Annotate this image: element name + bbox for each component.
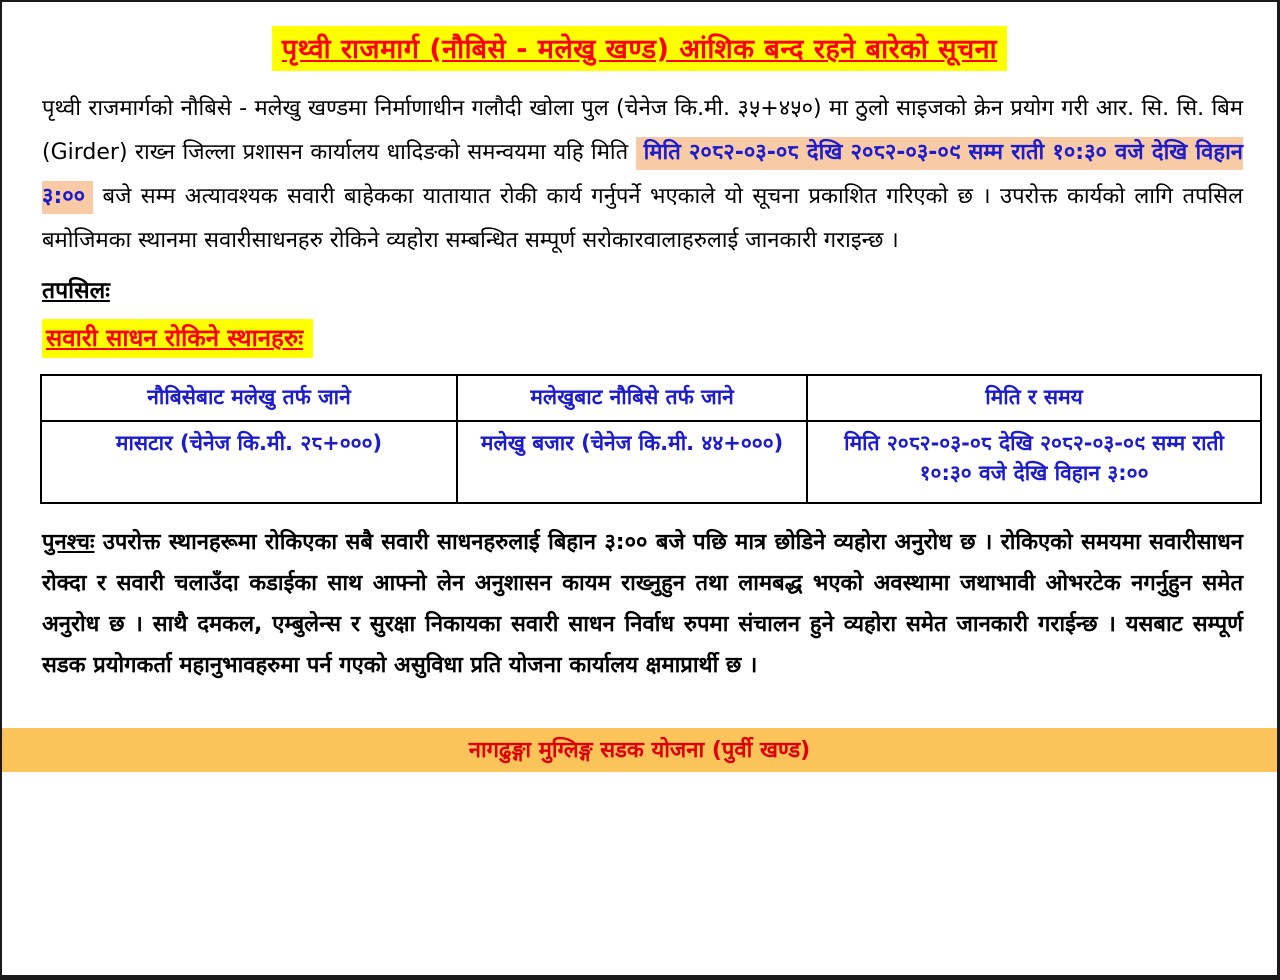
intro-text-before-dates: पृथ्वी राजमार्गको नौबिसे - मलेखु खण्डमा निर्माणाधीन गलौदी खोला पुल (चेनेज कि.मी. ३५+४५०) मा ठुलो साइजको क्रेन प्रयोग गरी आर. सि. सि. बिम (Girder) राख्न जिल्ला प्रशासन कार्यालय धादिङको समन्वयमा यहि मिति <box>42 96 1243 165</box>
intro-paragraph <box>42 87 1243 263</box>
stops-heading: सवारी साधन रोकिने स्थानहरुः <box>42 319 313 358</box>
header-date-time: मिति र समय <box>807 375 1261 421</box>
table-row <box>41 421 1261 503</box>
project-name-banner: नागढुङ्गा मुग्लिङ्ग सडक योजना (पुर्वी खण्ड) <box>2 728 1277 772</box>
header-naubise-to-malekhu: नौबिसेबाट मलेखु तर्फ जाने <box>41 375 457 421</box>
postscript-text: उपरोक्त स्थानहरूमा रोकिएका सबै सवारी साधनहरुलाई बिहान ३:०० बजे पछि मात्र छोडिने व्यहोरा अनुरोध छ । रोकिएको समयमा सवारीसाधन रोक्दा र सवारी चलाउँदा कडाईका साथ आफ्नो लेन अनुशासन कायम राख्नुहुन तथा लामबद्ध भएको अवस्थामा जथाभावी ओभरटेक नगर्नुहुन समेत अनुरोध छ । साथै दमकल, एम्बुलेन्स र सुरक्षा निकायका सवारी साधन निर्वाध रुपमा संचालन हुने व्यहोरा समेत जानकारी गराईन्छ । यसबाट सम्पूर्ण सडक प्रयोगकर्ता महानुभावहरुमा पर्न गएको असुविधा प्रति योजना कार्यालय क्षमाप्रार्थी छ । <box>42 530 1243 678</box>
cell-stop-location-2: मलेखु बजार (चेनेज कि.मी. ४४+०००) <box>457 421 807 503</box>
header-malekhu-to-naubise: मलेखुबाट नौबिसे तर्फ जाने <box>457 375 807 421</box>
postscript-paragraph <box>42 522 1243 686</box>
notice-title: पृथ्वी राजमार्ग (नौबिसे - मलेखु खण्ड) आंशिक बन्द रहने बारेको सूचना <box>272 26 1007 71</box>
title-row <box>2 26 1277 71</box>
cell-stop-location-1: मासटार (चेनेज कि.मी. २८+०००) <box>41 421 457 503</box>
stops-table <box>40 374 1262 504</box>
closure-dates-highlight: मिति २०८२-०३-०८ देखि २०८२-०३-०९ सम्म राती १०:३० वजे देखि विहान ३:०० <box>42 137 1243 214</box>
table-header-row <box>41 375 1261 421</box>
stops-heading-row <box>42 319 1277 358</box>
tapasil-heading: तपसिलः <box>42 278 110 304</box>
cell-date-time: मिति २०८२-०३-०८ देखि २०८२-०३-०९ सम्म राती १०:३० वजे देखि विहान ३:०० <box>807 421 1261 503</box>
intro-text-after-dates: बजे सम्म अत्यावश्यक सवारी बाहेकका यातायात रोकी कार्य गर्नुपर्ने भएकाले यो सूचना प्रकाशित गरिएको छ । उपरोक्त कार्यको लागि तपसिल बमोजिमका स्थानमा सवारीसाधनहरु रोकिने व्यहोरा सम्बन्धित सम्पूर्ण सरोकारवालाहरुलाई जानकारी गराइन्छ । <box>42 184 1243 253</box>
postscript-label: पुनश्चः <box>42 530 95 555</box>
